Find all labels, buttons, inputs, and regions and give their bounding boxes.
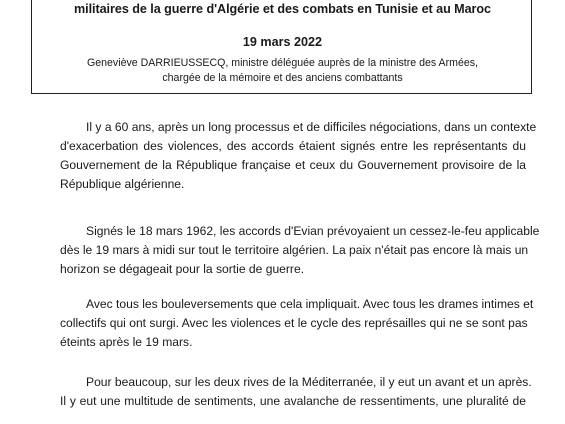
paragraph-line: horizon se dégageait pour la sortie de guerre.	[60, 262, 305, 276]
paragraph-line: République algérienne.	[60, 177, 185, 191]
paragraph-line: éteints après le 19 mars.	[60, 335, 193, 349]
paragraph-line: collectifs qui ont surgi. Avec les violences et le cycle des représailles qui ne se sont pas	[60, 316, 528, 330]
author-block	[0, 56, 565, 86]
paragraph-line: dès le 19 mars à midi sur tout le territoire algérien. La paix n'était pas encore là mais un	[60, 243, 529, 257]
paragraph-line: Il y eut une multitude de sentiments, une avalanche de ressentiments, une pluralité de	[60, 394, 526, 408]
paragraph-line: Il y a 60 ans, après un long processus et de difficiles négociations, dans un contexte	[86, 120, 537, 134]
paragraph-4	[60, 373, 532, 411]
paragraph-line: Gouvernement de la République française et ceux du Gouvernement provisoire de la	[60, 158, 526, 172]
document-date: 19 mars 2022	[242, 35, 323, 49]
author-line-1: Geneviève DARRIEUSSECQ, ministre déléguée auprès de la ministre des Armées,	[87, 57, 478, 69]
paragraph-1	[60, 118, 537, 194]
document-subtitle: militaires de la guerre d'Algérie et des combats en Tunisie et au Maroc	[73, 2, 492, 16]
paragraph-line: Pour beaucoup, sur les deux rives de la Méditerranée, il y eut un avant et un après.	[86, 375, 532, 389]
paragraph-3	[60, 295, 534, 352]
paragraph-line: Avec tous les bouleversements que cela impliquait. Avec tous les drames intimes et	[86, 297, 534, 311]
paragraph-line: d'exacerbation des violences, des accords étaient signés entre les représentants du	[60, 139, 526, 153]
author-line-2: chargée de la mémoire et des anciens combattants	[162, 72, 403, 84]
paragraph-line: Signés le 18 mars 1962, les accords d'Evian prévoyaient un cessez-le-feu applicable	[86, 224, 540, 238]
paragraph-2	[60, 222, 540, 279]
